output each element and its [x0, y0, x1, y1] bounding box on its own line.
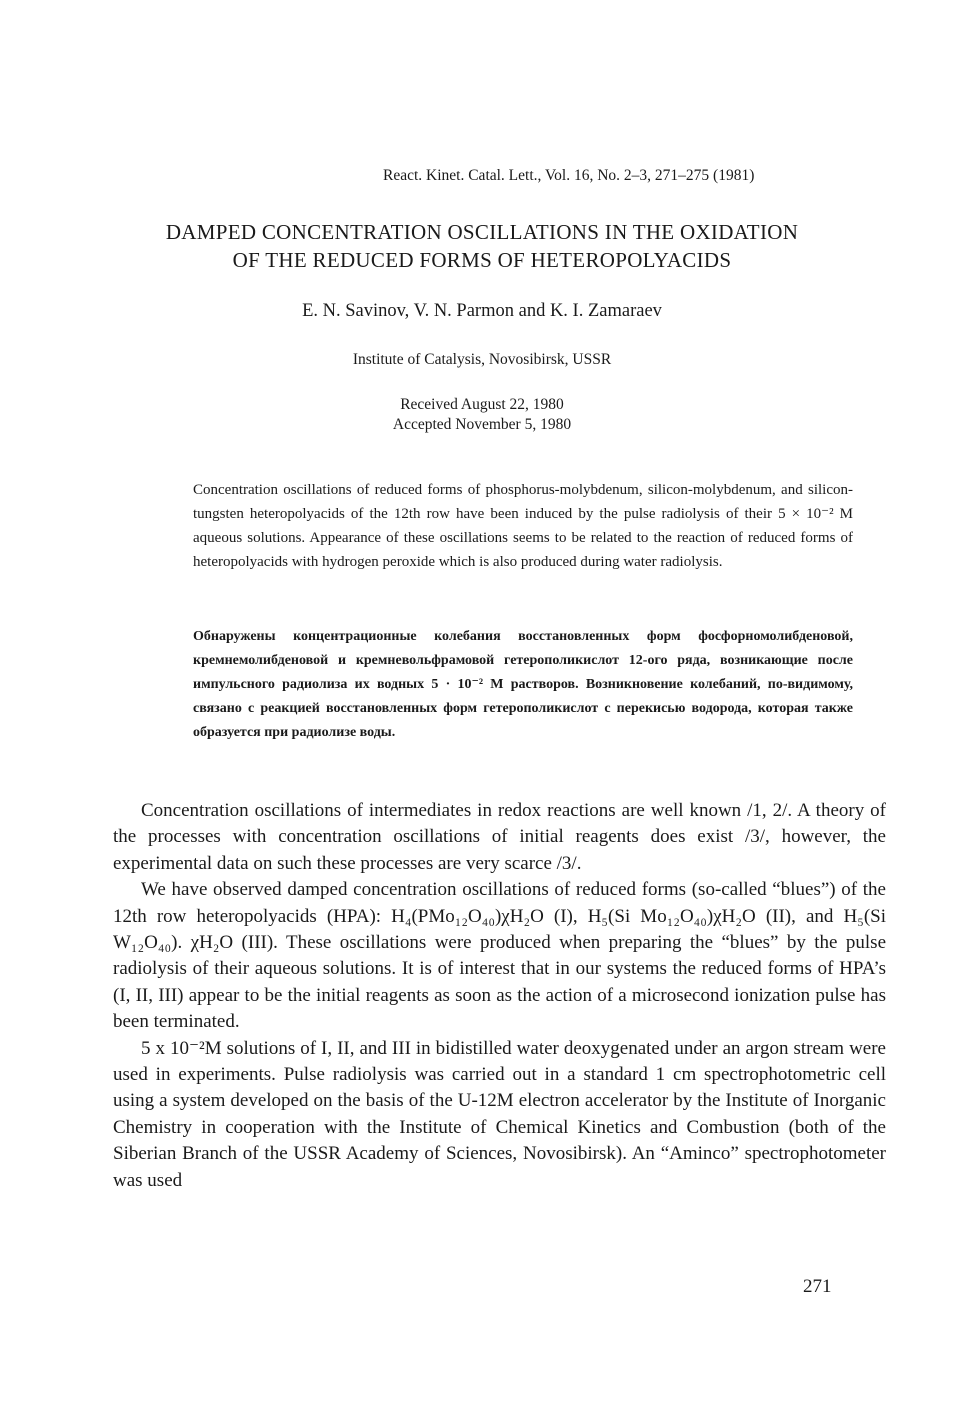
authors: E. N. Savinov, V. N. Parmon and K. I. Zamaraev [302, 301, 662, 321]
title-line-1: DAMPED CONCENTRATION OSCILLATIONS IN THE OXIDATION [165, 220, 799, 244]
abstract-russian: Обнаружены концентрационные колебания восстановленных форм фосфорномолибденовой, кремнемолибденовой и кремневольфрамовой гетерополикислот 12-ого ряда, возникающие после импульсного радиолиза их водных 5 · 10⁻² M растворов. Возникновение колебаний, по-видимому, связано с реакцией восстановленных форм гетерополикислот с перекисью водорода, которая также образуется при радиолизе воды. [193, 629, 853, 740]
page-number: 271 [803, 1276, 832, 1297]
body-paragraph-3: 5 x 10⁻²M solutions of I, II, and III in bidistilled water deoxygenated under an argon stream were used in experiments. Pulse radiolysis was carried out in a standard 1 cm spectrophotometric cell using a system developed on the basis of the U-12M electron accelerator by the Institute of Inorganic Chemistry in cooperation with the Institute of Chemical Kinetics and Combustion (both of the Siberian Branch of the USSR Academy of Sciences, Novosibirsk). An “Aminco” spectrophotometer was used [113, 1037, 886, 1191]
accepted-date: Accepted November 5, 1980 [392, 416, 572, 433]
affiliation: Institute of Catalysis, Novosibirsk, USSR [352, 351, 612, 368]
received-date: Received August 22, 1980 [400, 396, 564, 413]
title-line-2: OF THE REDUCED FORMS OF HETEROPOLYACIDS [232, 248, 732, 272]
abstract-english: Concentration oscillations of reduced forms of phosphorus-molybdenum, silicon-molybdenum, and silicon-tungsten heteropolyacids of the 12th row have been induced by the pulse radiolysis of their 5 × 10⁻² M aqueous solutions. Appearance of these oscillations seems to be related to the reaction of reduced forms of heteropolyacids with hydrogen peroxide which is also produced during water radiolysis. [193, 482, 853, 570]
paper-title [100, 218, 864, 274]
body-text [113, 798, 886, 1194]
body-paragraph-1: Concentration oscillations of intermediates in redox reactions are well known /1, 2/. A theory of the processes with concentration oscillations of initial reagents does exist /3/, however, the experimental data on such these processes are very scarce /3/. [113, 800, 886, 874]
body-paragraph-2: We have observed damped concentration oscillations of reduced forms (so-called “blues”) of the 12th row heteropolyacids (HPA): H₄(PMo₁₂O₄₀)χH₂O (I), H₅(Si Mo₁₂O₄₀)χH₂O (II), and H₅(Si W₁₂O₄₀). χH₂O (III). These oscillations were produced when preparing the “blues” by the pulse radiolysis of their aqueous solutions. It is of interest that in our systems the reduced forms of HPA’s (I, II, III) appear to be the initial reagents as soon as the action of a microsecond ionization pulse has been terminated. [113, 879, 886, 1033]
submission-dates [280, 395, 684, 435]
journal-reference: React. Kinet. Catal. Lett., Vol. 16, No. 2–3, 271–275 (1981) [383, 167, 755, 184]
